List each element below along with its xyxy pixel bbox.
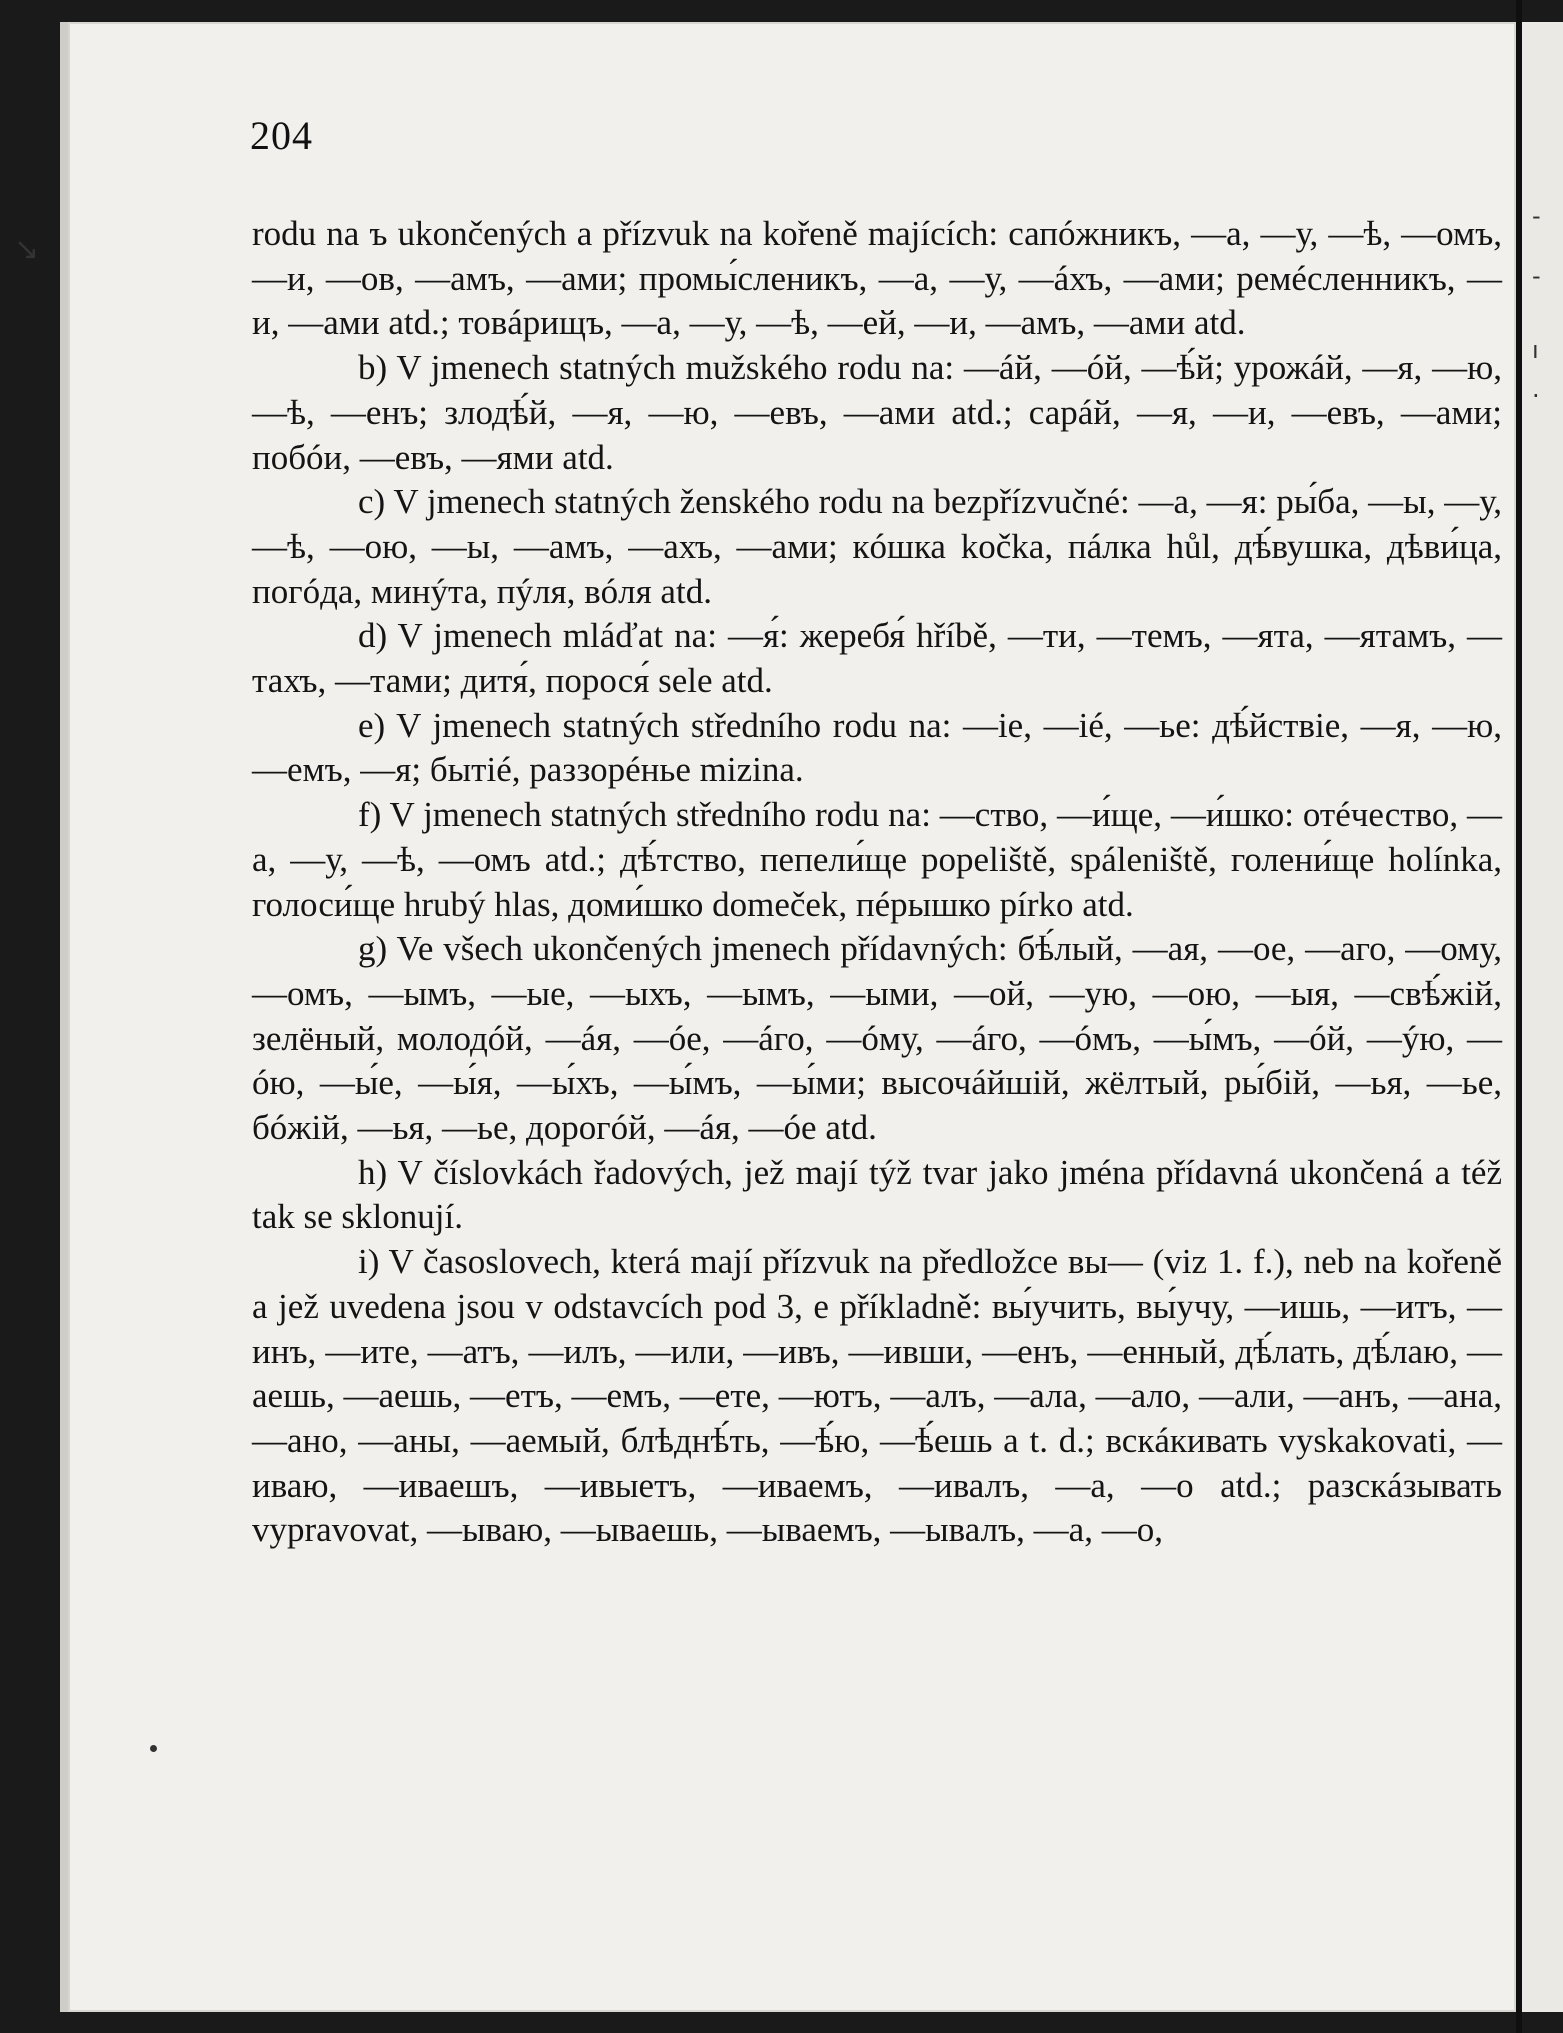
paragraph-b: b) V jmenech statných mužského rodu na: —áй, —óй, —ѣ́й; урожáй, —я, —ю, —ѣ, —енъ; злодѣ́й, —я, —ю, —евъ, —ами atd.; сарáй, —я, —и, —евъ, —ами; побóи, —евъ, —ями atd. [252,348,1502,477]
adjacent-page-fragment: · [1532,382,1540,410]
body-text [252,212,1502,1553]
paragraph-h: h) V číslovkách řadových, jež mají týž tvar jako jména přídavná ukončená a též tak se sklonují. [252,1152,1502,1237]
paragraph-i: i) V časoslovech, která mají přízvuk na předložce вы— (viz 1. f.), neb na kořeně a jež uvedena jsou v odstavcích pod 3, e příkladně: вы́учить, вы́учу, —ишь, —итъ, —инъ, —ите, —атъ, —илъ, —или, —ивъ, —ивши, —енъ, —енный, дѣ́лать, дѣ́лаю, —аешь, —аешь, —етъ, —емъ, —ете, —ютъ, —алъ, —ала, —ало, —али, —анъ, —ана, —ано, —аны, —аемый, блѣднѣ́ть, —ѣ́ю, —ѣ́ешь a t. d.; вскáкивать vyskakovati, —иваю, —иваешъ, —ивыетъ, —иваемъ, —ивалъ, —а, —о atd.; разскáзывать vypravovat, —ываю, —ываешь, —ываемъ, —ывалъ, —а, —о, [252,1242,1502,1550]
margin-ink-dot [150,1745,157,1752]
adjacent-page-edge [1522,22,1563,2012]
margin-pencil-mark: ↘ [14,232,40,267]
adjacent-page-fragment: - [1532,262,1541,290]
adjacent-page-fragment: - [1532,202,1541,230]
paragraph-continuation: rodu na ъ ukončených a přízvuk na kořeně majících: сапóжникъ, —а, —у, —ѣ, —омъ, —и, —ов, —амъ, —ами; промы́сленикъ, —а, —у, —áхъ, —ами; ремéсленникъ, —и, —ами atd.; товáрищъ, —а, —у, —ѣ, —ей, —и, —амъ, —ами atd. [252,214,1502,343]
paragraph-g: g) Ve všech ukončených jmenech přídavných: бѣ́лый, —ая, —ое, —аго, —ому, —омъ, —ымъ, —ые, —ыхъ, —ымъ, —ыми, —ой, —ую, —ою, —ыя, —свѣ́жій, зелёный, молодóй, —áя, —óе, —áго, —óму, —áго, —óмъ, —ы́мъ, —óй, —ýю, —óю, —ы́е, —ы́я, —ы́хъ, —ы́мъ, —ы́ми; высочáйшій, жёлтый, ры́бій, —ья, —ье, бóжій, —ья, —ье, дорогóй, —áя, —óе atd. [252,929,1502,1148]
paragraph-f: f) V jmenech statných středního rodu na: —ство, —и́ще, —и́шко: отéчество, —а, —у, —ѣ, —омъ atd.; дѣ́тство, пепели́ще popeliště, spáleniště, голени́ще holínka, голоси́ще hrubý hlas, доми́шко domeček, пéрышко pírko atd. [252,795,1502,924]
adjacent-page-fragment: ı [1532,336,1539,364]
paragraph-c: c) V jmenech statných ženského rodu na bezpřízvučné: —а, —я: ры́ба, —ы, —у, —ѣ, —ою, —ы, —амъ, —ахъ, —ами; кóшка kočka, пáлка hůl, дѣ́вушка, дѣви́ца, погóда, минýта, пýля, вóля atd. [252,482,1502,611]
paragraph-e: e) V jmenech statných středního rodu na: —iе, —ié, —ье: дѣ́йствіе, —я, —ю, —емъ, —я; бытié, раззорéнье mizina. [252,705,1502,790]
page-number: 204 [250,113,313,158]
paragraph-d: d) V jmenech mláďat na: —я́: жеребя́ hříbě, —ти, —темъ, —ята, —ятамъ, —тахъ, —тами; дитя́, порося́ sele atd. [252,616,1502,701]
